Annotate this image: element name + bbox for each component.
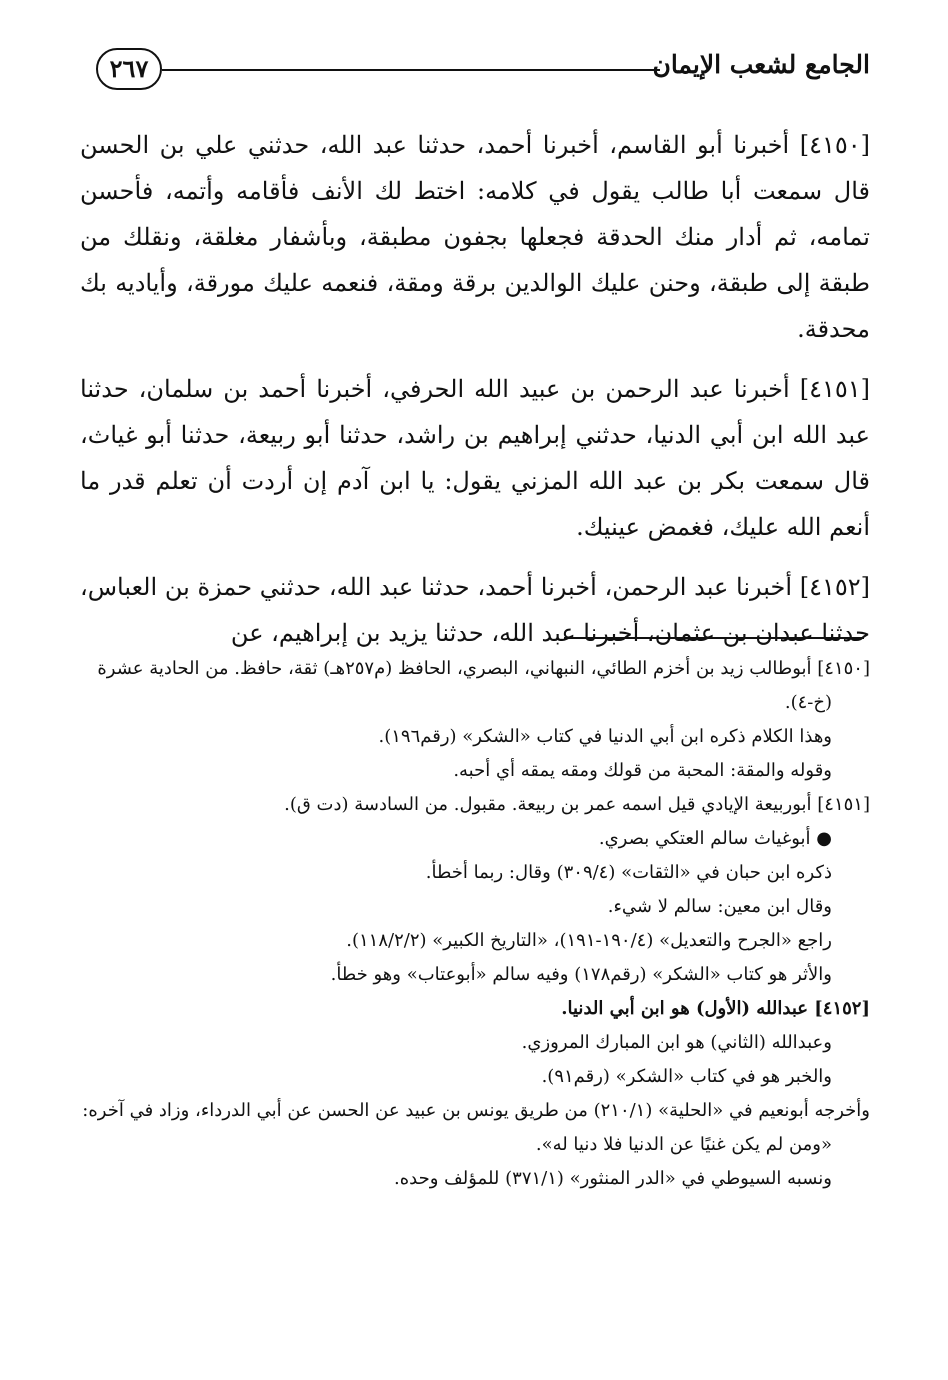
footnote-divider <box>564 637 864 639</box>
footnote-line: وقوله والمقة: المحبة من قولك ومقه يمقه أي أحبه. <box>453 760 832 781</box>
footnote-line: وهذا الكلام ذكره ابن أبي الدنيا في كتاب «الشكر» (رقم١٩٦). <box>378 726 832 747</box>
footnote-line: ونسبه السيوطي في «الدر المنثور» (٣٧١/١) للمؤلف وحده. <box>394 1168 832 1189</box>
hadith-4152: [٤١٥٢] أخبرنا عبد الرحمن، أخبرنا أحمد، حدثنا عبد الله، حدثني حمزة بن العباس، حدثنا عبدان بن عثمان، أخبرنا عبد الله، حدثنا يزيد بن إبراهيم، عن <box>80 573 870 647</box>
footnote-line: وعبدالله (الثاني) هو ابن المبارك المروزي. <box>521 1032 832 1053</box>
footnote-line: [٤١٥٢] عبدالله (الأول) هو ابن أبي الدنيا. <box>561 998 870 1019</box>
page-number: ٢٦٧ <box>96 48 162 90</box>
main-text <box>80 122 870 670</box>
footnotes <box>80 652 870 1196</box>
running-title: الجامع لشعب الإيمان <box>652 50 870 79</box>
footnote-line: [٤١٥١] أبوربيعة الإيادي قيل اسمه عمر بن ربيعة. مقبول. من السادسة (دت ق). <box>284 794 870 815</box>
hadith-4150: [٤١٥٠] أخبرنا أبو القاسم، أخبرنا أحمد، حدثنا عبد الله، حدثني علي بن الحسن قال سمعت أبا طالب يقول في كلامه: اختط لك الأنف فأقامه وأتمه، فأحسن تمامه، ثم أدار منك الحدقة فجعلها بجفون مطبقة، وبأشفار مغلقة، ونقلك من طبقة إلى طبقة، وحنن عليك الوالدين برقة ومقة، فنعمه عليك مورقة، وأياديه بك محدقة. <box>80 131 870 343</box>
footnote-line: وقال ابن معين: سالم لا شيء. <box>607 896 832 917</box>
footnote-line: ذكره ابن حبان في «الثقات» (٣٠٩/٤) وقال: ربما أخطأ. <box>425 862 832 883</box>
header-rule <box>162 69 660 71</box>
page-header <box>96 44 870 100</box>
footnote-line: والأثر هو كتاب «الشكر» (رقم١٧٨) وفيه سالم «أبوعتاب» وهو خطأ. <box>330 964 832 985</box>
footnote-line: [٤١٥٠] أبوطالب زيد بن أخزم الطائي، النبهاني، البصري، الحافظ (م٢٥٧هـ) ثقة، حافظ. من الحادية عشرة (خ-٤). <box>97 658 870 713</box>
footnote-line: وأخرجه أبونعيم في «الحلية» (٢١٠/١) من طريق يونس بن عبيد عن الحسن عن أبي الدرداء، وزاد في آخره: «ومن لم يكن غنيًا عن الدنيا فلا دنيا له». <box>82 1100 870 1155</box>
footnote-line: ● أبوغياث سالم العتكي بصري. <box>598 828 832 849</box>
footnote-line: راجع «الجرح والتعديل» (١٩٠/٤-١٩١)، «التاريخ الكبير» (١١٨/٢/٢). <box>346 930 832 951</box>
hadith-4151: [٤١٥١] أخبرنا عبد الرحمن بن عبيد الله الحرفي، أخبرنا أحمد بن سلمان، حدثنا عبد الله ابن أبي الدنيا، حدثني إبراهيم بن راشد، حدثنا أبو ربيعة، حدثنا أبو غياث، قال سمعت بكر بن عبد الله المزني يقول: يا ابن آدم إن أردت أن تعلم قدر ما أنعم الله عليك، فغمض عينيك. <box>80 375 870 541</box>
footnote-line: والخبر هو في كتاب «الشكر» (رقم٩١). <box>541 1066 832 1087</box>
